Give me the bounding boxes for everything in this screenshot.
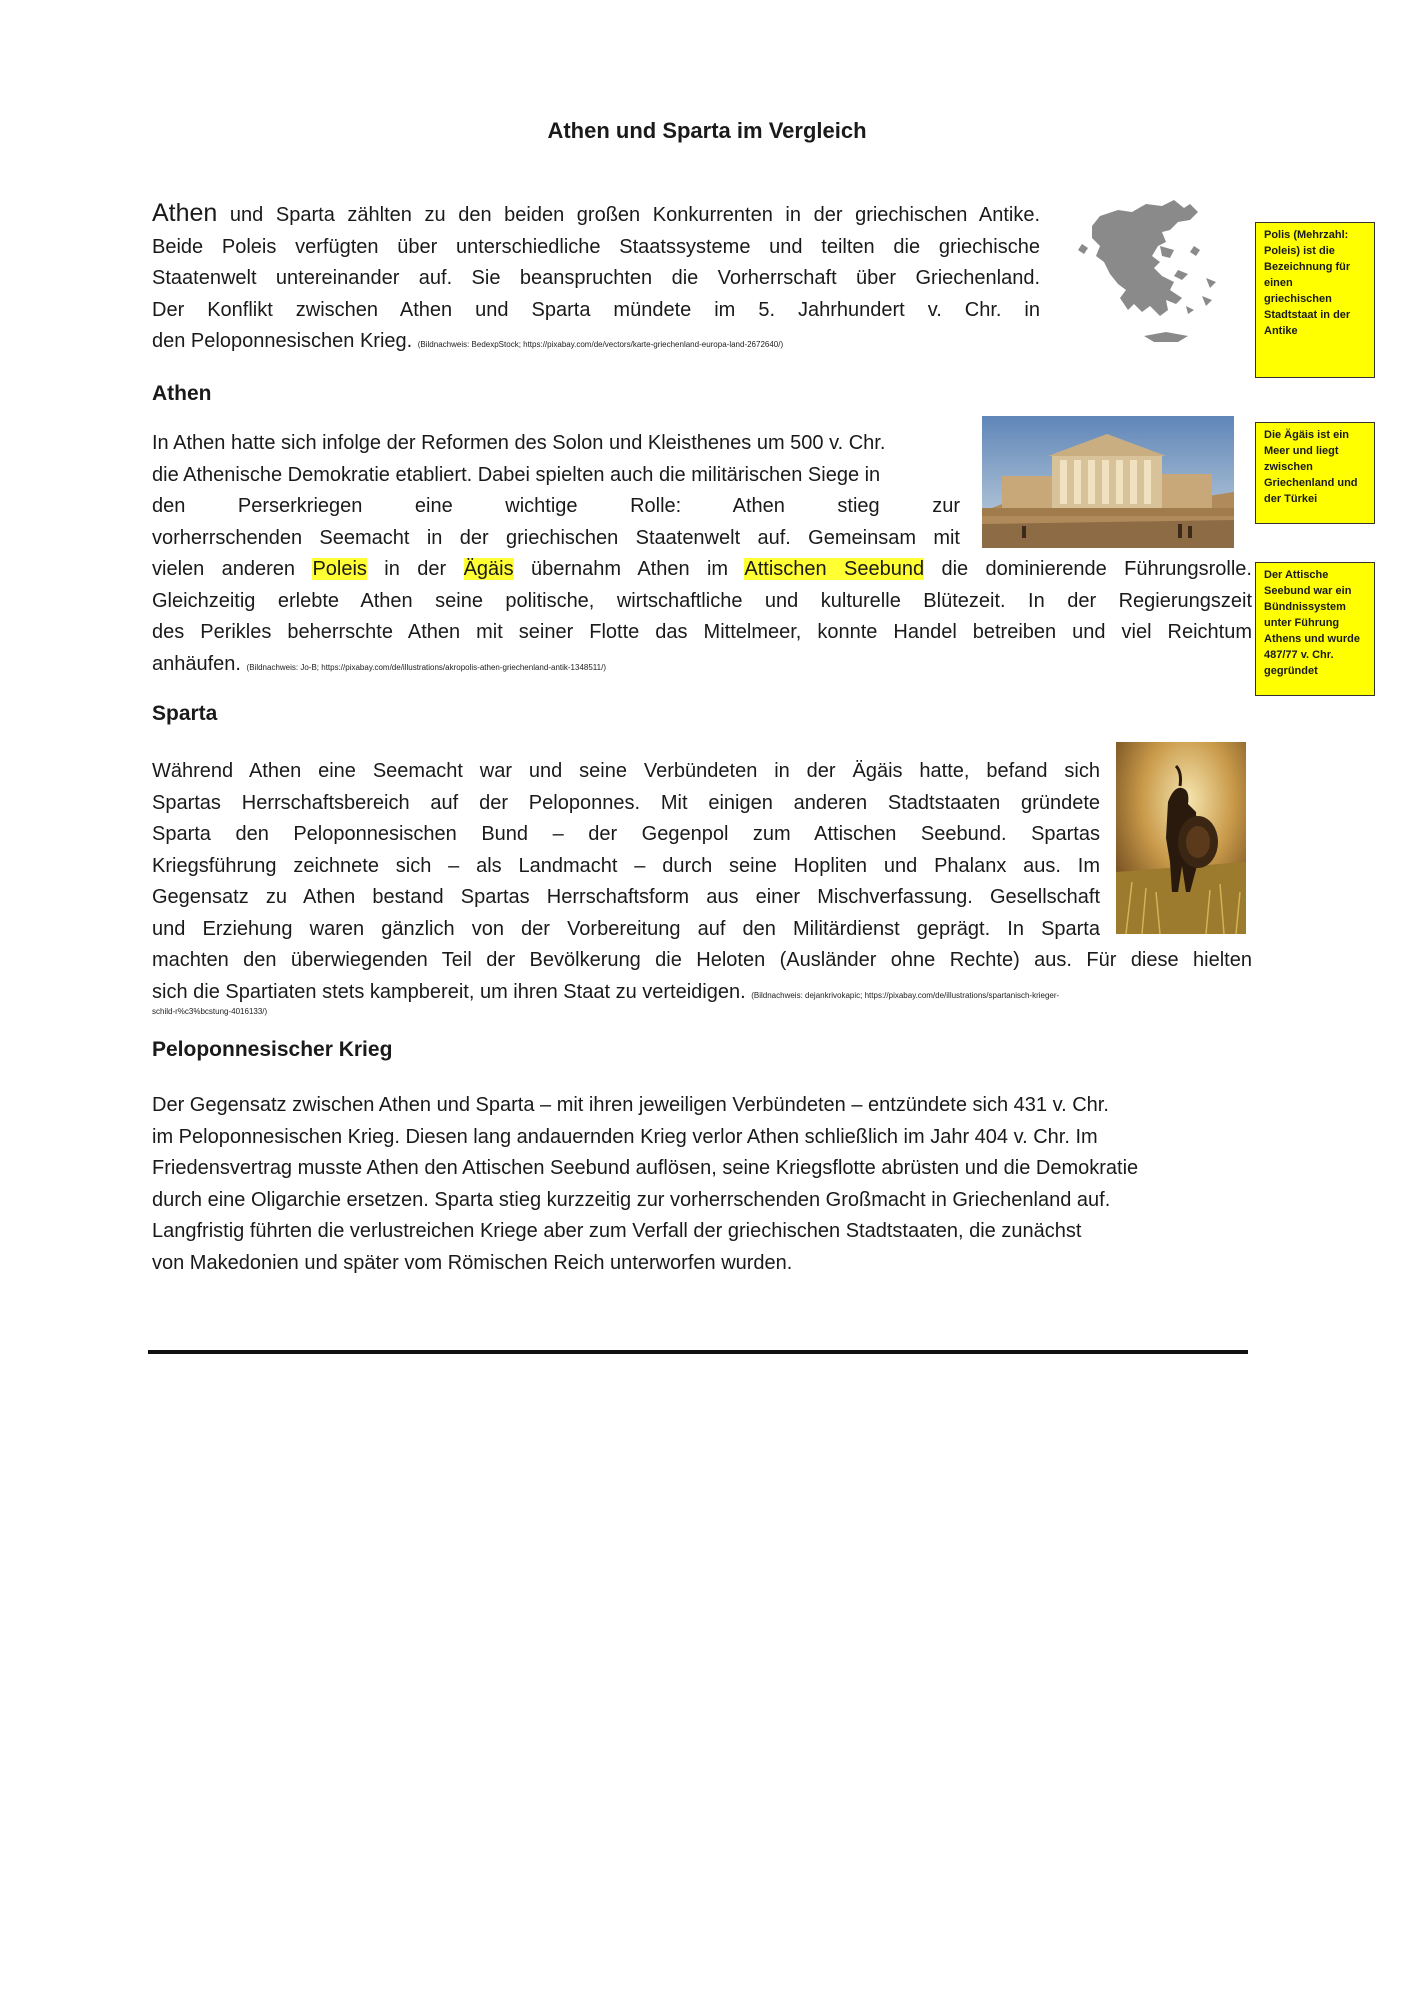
spartan-warrior-image [1116,742,1246,934]
intro-line: und Sparta zählten zu den beiden großen Konkurrenten in der griechischen Antike. [217,204,1040,226]
sparta-line: machten den überwiegenden Teil der Bevölkerung die Heloten (Ausländer ohne Rechte) aus. Für diese hielten [152,949,1252,971]
note-line: Seebund war ein [1264,585,1352,597]
section-heading-sparta: Sparta [152,702,218,725]
note-line: Meer und liegt [1264,445,1339,457]
sparta-line: und Erziehung waren gänzlich von der Vorbereitung auf den Militärdienst geprägt. In Sparta [152,917,1100,940]
krieg-line: Langfristig führten die verlustreichen Kriege aber zum Verfall der griechischen Stadtstaaten, die zunächst [152,1220,1082,1242]
greece-map-image [1070,186,1230,351]
highlight-poleis: Poleis [312,558,367,580]
sparta-line: sich die Spartiaten stets kampbereit, um ihren Staat zu verteidigen. [152,980,746,1003]
note-line: unter Führung [1264,617,1340,629]
image-credit: (Bildnachweis: Jo-B; https://pixabay.com/de/illustrations/akropolis-athen-griechenland-antik-1348511/) [246,662,606,672]
athen-line: die Athenische Demokratie etabliert. Dabei spielten auch die militärischen Siege in [152,463,881,486]
athen-paragraph-top [152,428,960,554]
note-line: Poleis) ist die [1264,245,1335,257]
text-run: die dominierende Führungsrolle. [924,558,1252,580]
note-line: Athens und wurde [1264,633,1360,645]
athen-line: anhäufen. [152,652,241,675]
krieg-line: durch eine Oligarchie ersetzen. Sparta stieg kurzzeitig zur vorherrschenden Großmacht in Griechenland auf. [152,1188,1111,1211]
athen-line: In Athen hatte sich infolge der Reformen des Solon und Kleisthenes um 500 v. Chr. [152,432,886,454]
intro-line: Beide Poleis verfügten über unterschiedliche Staatssysteme und teilten die griechische [152,235,1040,258]
intro-line: den Peloponnesischen Krieg. [152,330,413,352]
sparta-line: Während Athen eine Seemacht war und seine Verbündeten in der Ägäis hatte, befand sich [152,760,1100,782]
note-line: Polis (Mehrzahl: [1264,229,1349,241]
section-heading-krieg: Peloponnesischer Krieg [152,1038,393,1061]
note-polis [1255,222,1375,378]
sparta-line: Sparta den Peloponnesischen Bund – der Gegenpol zum Attischen Seebund. Spartas [152,823,1100,845]
athen-line: Gleichzeitig erlebte Athen seine politische, wirtschaftliche und kulturelle Blütezeit. In der Regierungszeit [152,589,1252,612]
note-line: zwischen [1264,461,1313,473]
greece-map-icon [1070,186,1230,351]
krieg-line: von Makedonien und später vom Römischen Reich unterworfen wurden. [152,1251,793,1274]
acropolis-illustration [982,416,1234,548]
image-credit: (Bildnachweis: dejankrivokapic; https://pixabay.com/de/illustrations/spartanisch-krieger- [751,990,1060,1000]
athen-paragraph-bottom [152,554,1252,680]
text-run: vielen anderen [152,558,313,580]
note-line: Bündnissystem [1264,601,1346,613]
note-seebund [1255,562,1375,696]
section-heading-athen: Athen [152,382,212,405]
sparta-line: Gegensatz zu Athen bestand Spartas Herrschaftsform aus einer Mischverfassung. Gesellschaft [152,886,1100,908]
note-line: Bezeichnung für [1264,261,1351,273]
athen-line-highlights [152,554,1252,586]
image-credit-continued: schild-r%c3%bcstung-4016133/) [152,1007,268,1016]
note-line: Stadtstaat in der [1264,309,1351,321]
image-credit: (Bildnachweis: BedexpStock; https://pixabay.com/de/vectors/karte-griechenland-europa-land-2672640/) [417,340,784,349]
text-run: übernahm Athen im [513,558,745,580]
note-line: griechischen [1264,293,1332,305]
note-line: gegründet [1264,665,1318,677]
intro-line: Staatenwelt untereinander auf. Sie beanspruchten die Vorherrschaft über Griechenland. [152,267,1040,289]
sparta-line: Kriegsführung zeichnete sich – als Landmacht – durch seine Hopliten und Phalanx aus. Im [152,854,1100,877]
athen-line: vorherrschenden Seemacht in der griechischen Staatenwelt auf. Gemeinsam mit [152,526,960,549]
intro-paragraph [152,198,1040,358]
note-line: Die Ägäis ist ein [1264,429,1349,441]
note-line: Griechenland und [1264,477,1358,489]
athen-line: des Perikles beherrschte Athen mit seiner Flotte das Mittelmeer, konnte Handel betreiben und viel Reichtum [152,621,1252,643]
sparta-paragraph-bottom [152,945,1252,1008]
acropolis-image [982,416,1234,548]
note-aegaeis [1255,422,1375,524]
note-line: der Türkei [1264,493,1318,505]
intro-first-word: Athen [152,199,218,227]
krieg-line: Friedensvertrag musste Athen den Attischen Seebund auflösen, seine Kriegsflotte abrüsten und die Demokratie [152,1157,1139,1179]
note-line: Antike [1264,325,1298,337]
highlight-attischer-seebund: Attischen Seebund [744,558,925,580]
bottom-divider [148,1350,1248,1354]
note-line: 487/77 v. Chr. [1264,649,1334,661]
sparta-line: Spartas Herrschaftsbereich auf der Peloponnes. Mit einigen anderen Stadtstaaten gründete [152,791,1100,814]
highlight-aegaeis: Ägäis [463,558,514,580]
spartan-warrior-illustration [1116,742,1246,934]
note-line: Der Attische [1264,569,1329,581]
krieg-line: im Peloponnesischen Krieg. Diesen lang andauernden Krieg verlor Athen schließlich im Jahr 404 v. Chr. Im [152,1125,1098,1148]
text-run: in der [366,558,464,580]
sparta-paragraph-top [152,756,1100,945]
krieg-line: Der Gegensatz zwischen Athen und Sparta – mit ihren jeweiligen Verbündeten – entzündete sich 431 v. Chr. [152,1094,1109,1116]
athen-line: den Perserkriegen eine wichtige Rolle: Athen stieg zur [152,495,960,517]
page-title: Athen und Sparta im Vergleich [547,118,867,143]
krieg-paragraph [152,1090,1262,1279]
note-line: einen [1264,277,1293,289]
intro-line: Der Konflikt zwischen Athen und Sparta mündete im 5. Jahrhundert v. Chr. in [152,298,1040,321]
